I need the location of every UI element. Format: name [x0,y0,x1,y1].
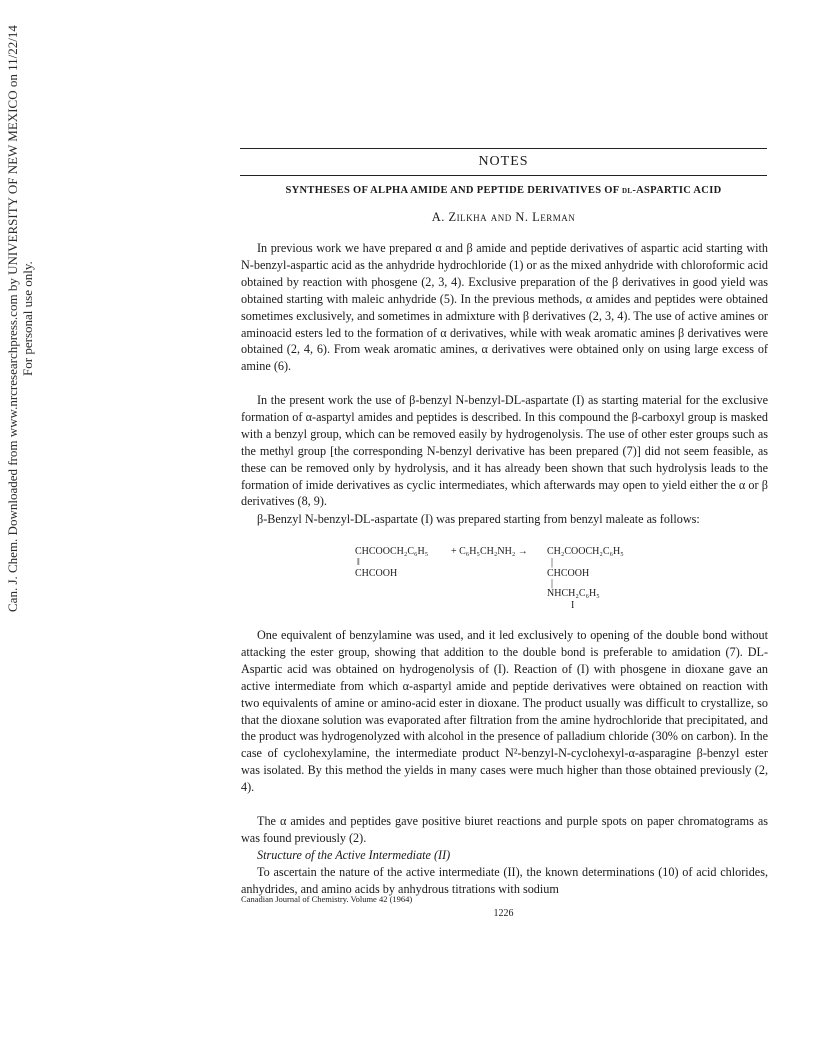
reactant-line2: CHCOOH [355,568,398,579]
subheading: Structure of the Active Intermediate (II) [257,848,451,862]
authors: A. Zilkha and N. Lerman [431,210,576,224]
article-title [240,185,767,196]
paragraph-5: The α amides and peptides gave positive biuret reactions and purple spots on paper chromatograms as was found previously (2). [241,814,768,845]
product-line2: CHCOOH [547,568,590,579]
journal-footer: Canadian Journal of Chemistry. Volume 42 (1964) [241,894,413,904]
top-rule [240,148,767,149]
download-notice-line2: For personal use only. [19,261,35,376]
product-bond2: | [551,578,554,589]
paragraph-4: One equivalent of benzylamine was used, and it led exclusively to opening of the double bond without attacking the ester group, showing that addition to the double bond is preferable to amidation (7). DL-Aspartic acid was obtained on hydrogenolysis of (I). Reaction of (I) with phosgene in dioxane gave an active intermediate from which α-aspartyl amide and peptide derivatives were obtained on reaction with two equivalents of amine or amino-acid ester in dioxane. The product usually was difficult to crystallize, so that the dioxane solution was evaporated after filtration from the amine hydrochloride that precipitated, and the product was hydrogenolyzed with alcohol in the presence of palladium chloride (30% on carbon). In the case of cyclohexylamine, the intermediate product N²-benzyl-N-cyclohexyl-α-asparagine β-benzyl ester was isolated. By this method the yields in many cases were much higher than those obtained previously (2, 4). [241,628,768,795]
product-bond1: | [551,557,554,568]
product-line1: CH₂COOCH₂C₆H₅ [547,546,624,557]
product-line3: NHCH₂C₆H₅ [547,588,600,599]
paragraph-6: To ascertain the nature of the active intermediate (II), the known determinations (10) of acid chlorides, anhydrides, and amino acids by anhydrous titrations with sodium [241,865,768,896]
download-notice [6,25,35,612]
download-notice-line1: Can. J. Chem. Downloaded from www.nrcresearchpress.com by UNIVERSITY OF NEW MEXICO on 11/22/14 [5,25,20,612]
page-number: 1226 [493,908,514,919]
reactant-line1: CHCOOCH₂C₆H₅ [355,546,429,557]
compound-label: I [571,600,575,611]
reagent-arrow: + C₆H₅CH₂NH₂ → [451,546,528,557]
title-part1: SYNTHESES OF ALPHA AMIDE AND PEPTIDE DERIVATIVES OF [285,185,623,196]
title-smallcaps: dl [622,185,633,196]
paragraph-1: In previous work we have prepared α and β amide and peptide derivatives of aspartic acid starting with N-benzyl-aspartic acid as the anhydride hydrochloride (1) or as the mixed anhydride with chloroformic acid obtained by reaction with phosgene (2, 3, 4). Exclusive preparation of the β derivatives in good yield was obtained starting with maleic anhydride (5). In the previous methods, α amides and peptides were obtained sometimes exclusively, and sometimes in admixture with β derivatives (2, 3, 4). The use of active amines or aminoacid esters led to the formation of α derivatives, while with weak aromatic amines β derivatives were obtained (2, 4, 6). From weak aromatic amines, α derivatives were obtained only on using large excess of amine (6). [241,241,768,374]
title-part2: -ASPARTIC ACID [632,185,722,196]
section-label: NOTES [478,154,529,169]
reactant-double-bond: ‖ [357,557,360,568]
section-rule [240,175,767,176]
paragraph-3: β-Benzyl N-benzyl-DL-aspartate (I) was prepared starting from benzyl maleate as follows: [257,512,700,526]
paragraph-2: In the present work the use of β-benzyl N-benzyl-DL-aspartate (I) as starting material for the exclusive formation of α-aspartyl amides and peptides is described. In this compound the β-carboxyl group is masked with a benzyl group, which can be removed easily by hydrogenolysis. The use of other ester groups such as the methyl group [the corresponding N-benzyl derivative has been prepared (7)] did not seem feasible, as these can be removed only by hydrolysis, and it has already been shown that such hydrolysis leads to the formation of imide derivatives as cyclic intermediates, which afterwards may open to yield either the α or β derivatives (8, 9). [241,393,768,509]
